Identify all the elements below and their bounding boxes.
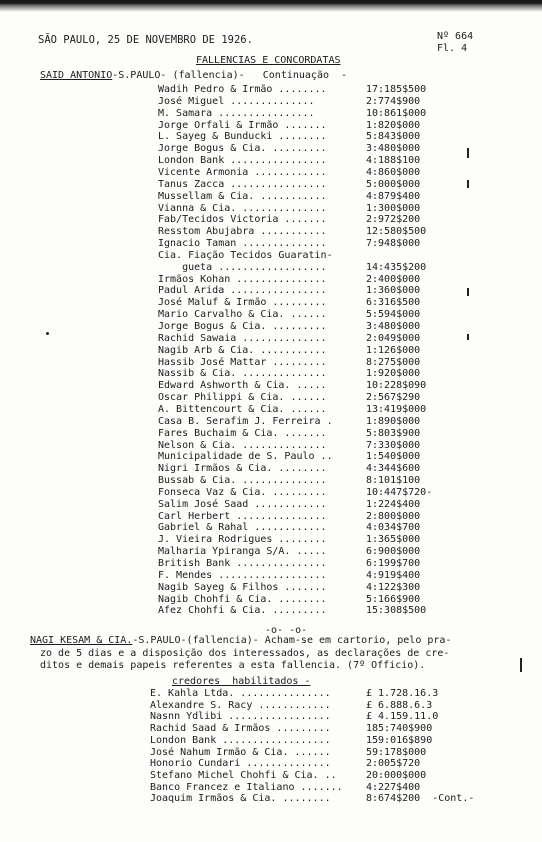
creditor-name: gueta .................. — [158, 261, 327, 273]
creditor-name: Vianna & Cia. .............. — [158, 202, 327, 214]
creditor-name: Bussab & Cia. .............. — [158, 475, 327, 487]
creditor-name: A. Bittencourt & Cia. ...... — [158, 403, 327, 415]
creditor-name: Fares Buchaim & Cia. ....... — [158, 427, 327, 439]
creditor-name: L. Sayeg & Bunducki ........ — [158, 131, 327, 143]
creditor-row — [0, 357, 542, 369]
creditor-name: J. Vieira Rodrigues ........ — [158, 534, 327, 546]
creditor-name: M. Samara ................ — [158, 107, 315, 119]
creditor-name: Rachid Saad & Irmãos ......... — [150, 723, 331, 735]
case-detail: -S.PAULO- (fallencia)- Continuação - — [112, 70, 348, 81]
creditor-name: Edward Ashworth & Cia. ..... — [158, 380, 327, 392]
creditor-amount: 10:228$090 — [366, 380, 427, 392]
creditor-amount: 13:419$000 — [366, 403, 427, 415]
creditor-row — [0, 700, 542, 712]
creditor-name: E. Kahla Ltda. ............... — [150, 688, 331, 699]
creditor-name: Nasnn Ydlibi ................. — [150, 711, 331, 723]
creditor-name: Carl Herbert ............... — [158, 510, 327, 522]
creditor-amount: 2:800$000 — [366, 510, 421, 522]
margin-mark — [467, 334, 469, 340]
creditor-row — [0, 238, 542, 250]
creditor-name: Oscar Philippi & Cia. ...... — [158, 392, 327, 404]
creditor-amount: 5:166$900 — [366, 593, 421, 605]
creditor-name: Cia. Fiação Tecidos Guaratin- — [158, 249, 333, 261]
creditor-amount: 3:480$000 — [366, 143, 421, 155]
creditor-name: José Miguel .............. — [158, 95, 315, 107]
creditor-name: Rachid Sawaia .............. — [158, 332, 327, 344]
creditor-row — [0, 120, 542, 132]
creditor-amount: 2:567$290 — [366, 392, 421, 404]
creditor-name: Resstom Abujabra ........... — [158, 226, 327, 238]
creditor-row — [0, 108, 542, 120]
creditor-row — [0, 570, 542, 582]
margin-mark — [467, 180, 469, 188]
creditor-amount: £ 4.159.11.0 — [366, 711, 439, 723]
creditor-name: Salim José Saad ............ — [158, 498, 327, 510]
margin-mark — [467, 288, 469, 296]
creditor-row — [0, 782, 542, 794]
creditor-amount: 17:185$500 — [366, 84, 427, 95]
creditor-row — [0, 250, 542, 262]
creditor-row — [0, 380, 542, 392]
creditor-name: José Nahum Irmão & Cia. ...... — [150, 746, 331, 758]
creditor-row — [0, 793, 542, 805]
creditor-name: Malharia Ypiranga S/A. ..... — [158, 546, 327, 558]
creditor-name: Mario Carvalho & Cia. ...... — [158, 309, 327, 321]
creditor-amount: 1:540$000 — [366, 451, 421, 463]
creditor-row — [0, 167, 542, 179]
creditor-row — [0, 333, 542, 345]
creditor-row — [0, 96, 542, 108]
creditor-name: Nelson & Cia. .............. — [158, 439, 327, 451]
creditor-row — [0, 368, 542, 380]
creditor-name: Honorio Cundari .............. — [150, 758, 331, 770]
creditor-name: Afez Chohfi & Cia. ......... — [158, 605, 327, 617]
creditor-amount: £ 6.888.6.3 — [366, 699, 433, 711]
creditor-amount: 4:188$100 — [366, 155, 421, 167]
scan-shadow — [0, 0, 542, 12]
creditor-amount: 1:890$000 — [366, 415, 421, 427]
creditor-name: Stefano Michel Chohfi & Cia. .. — [150, 769, 337, 781]
creditor-amount: 6:900$000 — [366, 546, 421, 558]
creditor-name: Jorge Bogus & Cia. ......... — [158, 143, 327, 155]
creditor-name: British Bank ............... — [158, 558, 327, 569]
creditor-name: Vicente Armonia ............ — [158, 166, 327, 178]
creditor-row — [0, 723, 542, 735]
creditor-row — [0, 582, 542, 594]
creditor-name: Alexandre S. Racy ............ — [150, 699, 331, 711]
creditor-name: Nagib Chohfi & Cia. ........ — [158, 593, 327, 605]
creditor-amount: 4:879$400 — [366, 190, 421, 202]
creditor-row — [0, 84, 542, 96]
creditor-row — [0, 428, 542, 440]
creditor-amount: 159:016$890 — [366, 734, 433, 746]
creditor-row — [0, 534, 542, 546]
creditor-row — [0, 558, 542, 570]
creditor-row — [0, 511, 542, 523]
creditor-name: Nagib Sayeg & Filhos ....... — [158, 581, 327, 593]
creditors-heading-text: credores habilitados - — [172, 676, 311, 687]
creditor-row — [0, 440, 542, 452]
creditor-amount: 12:580$500 — [366, 226, 427, 238]
creditor-amount: 1:224$400 — [366, 498, 421, 510]
creditor-amount: 10:861$000 — [366, 107, 427, 119]
creditor-row — [0, 711, 542, 723]
creditor-amount: 1:365$000 — [366, 534, 421, 546]
creditor-row — [0, 594, 542, 606]
creditor-amount: 5:843$000 — [366, 131, 421, 143]
creditor-row — [0, 262, 542, 274]
creditor-amount: 8:674$200 -Cont.- — [366, 793, 475, 805]
creditor-amount: 4:227$400 — [366, 781, 421, 793]
creditor-name: Nagib Arb & Cia. ........... — [158, 344, 327, 356]
creditor-row — [0, 179, 542, 191]
creditor-row — [0, 274, 542, 286]
creditor-row — [0, 451, 542, 463]
creditor-name: Nigri Irmãos & Cia. ........ — [158, 463, 327, 475]
creditor-row — [0, 392, 542, 404]
creditor-amount: £ 1.728.16.3 — [366, 688, 439, 699]
creditor-row — [0, 131, 542, 143]
case-heading — [40, 70, 347, 82]
creditor-amount: 1:920$000 — [366, 368, 421, 380]
creditor-name: Mussellam & Cia. ........... — [158, 190, 327, 202]
case-name: SAID ANTONIO — [40, 70, 113, 81]
creditor-row — [0, 155, 542, 167]
creditor-row — [0, 203, 542, 215]
creditor-amount: 1:126$000 — [366, 344, 421, 356]
creditor-amount: 59:178$000 — [366, 746, 427, 758]
creditor-amount: 1:300$000 — [366, 202, 421, 214]
creditor-name: Joaquim Irmãos & Cia. ........ — [150, 793, 331, 805]
creditor-row — [0, 475, 542, 487]
creditor-row — [0, 770, 542, 782]
creditor-row — [0, 285, 542, 297]
page-number: Nº 664 — [437, 31, 474, 42]
creditor-name: London Bank ................ — [158, 155, 327, 167]
creditor-name: Fonseca Vaz & Cia. ......... — [158, 486, 327, 498]
creditor-amount: 7:948$000 — [366, 238, 421, 250]
creditor-amount: 8:101$100 — [366, 475, 421, 487]
margin-mark — [520, 658, 522, 672]
creditor-row — [0, 226, 542, 238]
creditor-row — [0, 345, 542, 357]
creditor-amount: 185:740$900 — [366, 723, 433, 735]
case-detail-nagi: -S.PAULO-(fallencia)- Acham-se em cartorio, pelo pra- — [132, 635, 452, 646]
margin-mark — [467, 148, 469, 158]
creditor-amount: 4:860$000 — [366, 166, 421, 178]
creditor-amount: 1:820$000 — [366, 119, 421, 131]
creditor-amount: 4:122$300 — [366, 581, 421, 593]
creditor-amount: 15:308$500 — [366, 605, 427, 617]
creditor-row — [0, 321, 542, 333]
creditor-amount: 14:435$200 — [366, 261, 427, 273]
creditor-name: Wadih Pedro & Irmão ........ — [158, 84, 327, 95]
section-separator: -o- -o- — [265, 625, 308, 636]
creditor-amount: 2:972$200 — [366, 214, 421, 226]
creditors-heading — [172, 676, 310, 688]
document-date: SÃO PAULO, 25 DE NOVEMBRO DE 1926. — [38, 34, 253, 46]
creditor-row — [0, 735, 542, 747]
creditor-row — [0, 309, 542, 321]
creditor-row — [0, 747, 542, 759]
creditor-amount: 6:199$700 — [366, 558, 421, 569]
creditor-amount: 1:360$000 — [366, 285, 421, 297]
creditor-name: London Bank .................. — [150, 734, 331, 746]
creditor-amount: 3:480$000 — [366, 321, 421, 332]
creditor-amount: 10:447$720- — [366, 486, 433, 498]
creditor-row — [0, 758, 542, 770]
creditor-name: Banco Francez e Italiano ....... — [150, 781, 343, 793]
creditor-name: Tanus Zacca ................ — [158, 178, 327, 190]
creditor-amount: 2:774$900 — [366, 95, 421, 107]
creditor-name: Jorge Orfali & Irmão ....... — [158, 119, 327, 131]
creditor-amount: 2:400$000 — [366, 273, 421, 285]
case-name-nagi: NAGI KESAM & CIA. — [30, 635, 133, 646]
creditor-amount: 2:005$720 — [366, 758, 421, 770]
creditor-name: Hassib José Mattar ......... — [158, 356, 327, 368]
creditor-name: Jorge Bogus & Cia. ......... — [158, 321, 327, 332]
creditor-name: Fab/Tecidos Victoria ....... — [158, 214, 327, 226]
creditor-row — [0, 546, 542, 558]
creditor-name: José Maluf & Irmão ......... — [158, 297, 327, 309]
creditor-row — [0, 688, 542, 700]
creditor-row — [0, 297, 542, 309]
creditor-amount: 5:594$000 — [366, 309, 421, 321]
creditor-amount: 7:330$000 — [366, 439, 421, 451]
creditor-amount: 8:275$000 — [366, 356, 421, 368]
creditor-amount: 4:344$600 — [366, 463, 421, 475]
margin-dot — [46, 332, 49, 335]
creditor-row — [0, 499, 542, 511]
creditor-amount: 4:919$400 — [366, 569, 421, 581]
creditor-amount: 20:000$000 — [366, 769, 427, 781]
creditor-name: Municipalidade de S. Paulo .. — [158, 451, 333, 463]
creditor-row — [0, 404, 542, 416]
notice-line-2: zo de 5 dias e a disposição dos interessados, as declarações de cre- — [40, 648, 450, 659]
creditor-row — [0, 522, 542, 534]
section-title: FALLENCIAS E CONCORDATAS — [196, 55, 341, 66]
creditor-amount: 2:049$000 — [366, 332, 421, 344]
creditor-name: Ignacio Taman .............. — [158, 238, 327, 250]
creditor-amount: 5:000$000 — [366, 178, 421, 190]
creditor-name: Gabriel & Rahal ............ — [158, 522, 327, 534]
creditor-row — [0, 605, 542, 617]
creditor-row — [0, 416, 542, 428]
notice-line-3: ditos e demais papeis referentes a esta fallencia. (7º Officio). — [40, 660, 426, 671]
creditor-row — [0, 191, 542, 203]
creditor-row — [0, 463, 542, 475]
creditor-name: Nassib & Cia. .............. — [158, 368, 327, 380]
creditor-row — [0, 487, 542, 499]
creditor-name: Padul Arida ................ — [158, 285, 327, 297]
creditor-row — [0, 214, 542, 226]
creditor-name: F. Mendes .................. — [158, 569, 327, 581]
creditor-amount: 5:803$900 — [366, 427, 421, 439]
creditor-name: Casa B. Serafim J. Ferreira . — [158, 415, 333, 427]
creditor-amount: 6:316$500 — [366, 297, 421, 309]
case-heading-nagi — [30, 635, 451, 647]
creditor-row — [0, 143, 542, 155]
creditor-name: Irmãos Kohan ............... — [158, 273, 327, 285]
creditor-amount: 4:034$700 — [366, 522, 421, 534]
sheet-number: Fl. 4 — [437, 43, 468, 54]
